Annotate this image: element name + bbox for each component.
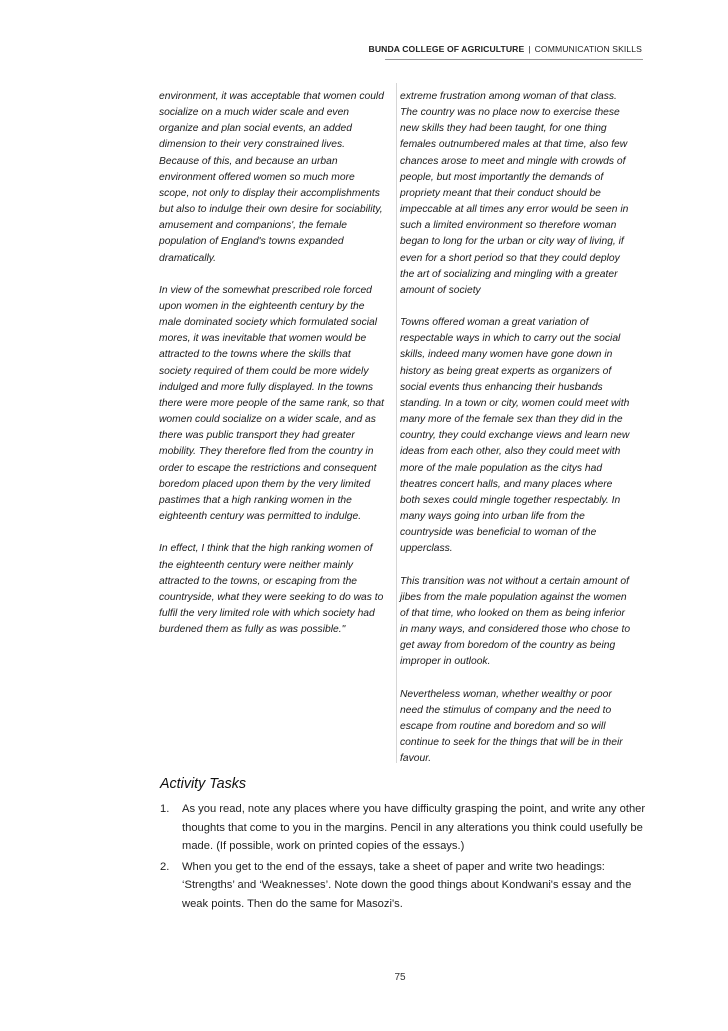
- task-item: [160, 858, 650, 914]
- task-text: When you get to the end of the essays, take a sheet of paper and write two headings: ‘Strengths’ and ‘Weaknesses’. Note down the good things about Kondwani's essay and the weak points. Then do the same for Masozi's.: [182, 860, 632, 910]
- left-paragraph-2: In view of the somewhat prescribed role forced upon women in the eighteenth century by the male dominated society which formulated social mores, it was inevitable that women would be attracted to the towns where the skills that society required of them could be more widely indulged and more fully displayed. In the towns there were more people of the same rank, so that women could socialize on a wider scale, and as there was public transport they had greater mobility. They therefore fled from the country in order to escape the restrictions and consequent boredom placed upon them by the very limited pastimes that a high ranking women in the eighteenth century was permitted to indulge.: [159, 284, 384, 523]
- left-paragraph-3: In effect, I think that the high ranking women of the eighteenth century were neither mainly attracted to the towns, or escaping from the countryside, what they were seeking to do was to fulfil the very limited role with which society had burdened them as fully as was possible.": [159, 543, 384, 636]
- task-number: 1.: [160, 803, 170, 815]
- page-number: 75: [394, 972, 406, 983]
- header-separator: |: [528, 44, 531, 54]
- task-item: [160, 800, 650, 856]
- left-column: [159, 89, 385, 654]
- right-column: [400, 89, 632, 784]
- task-number: 2.: [160, 860, 170, 873]
- right-paragraph-1: extreme frustration among woman of that class. The country was no place now to exercise these new skills they had been taught, for one thing females outnumbered males at that time, also few chances arose to meet and mingle with crowds of people, but most importantly the demands of propriety meant that their conduct should be impeccable at all times any error would be seen in such a limited environment so therefore woman began to long for the urban or city way of living, if even for a short period so that they could deploy the art of socializing and mingling with a greater amount of society: [400, 91, 629, 296]
- activity-section: [160, 776, 650, 916]
- header-rule: [385, 59, 643, 60]
- header-institution: BUNDA COLLEGE OF AGRICULTURE: [368, 44, 525, 54]
- right-paragraph-4: Nevertheless woman, whether wealthy or poor need the stimulus of company and the need to escape from routine and boredom and so will continue to seek for the things that will be in their favour.: [400, 688, 623, 765]
- right-paragraph-3: This transition was not without a certain amount of jibes from the male population against the women of that time, who looked on them as being inferior in many ways, and considered those who chose to get away from boredom of the country as being improper in outlook.: [400, 575, 631, 668]
- page-header: [0, 44, 642, 54]
- header-course: COMMUNICATION SKILLS: [534, 44, 642, 54]
- left-paragraph-1: environment, it was acceptable that women could socialize on a much wider scale and even organize and plan social events, an added dimension to their very constrained lives. Because of this, and because an urban environment offered women so much more scope, not only to display their accomplishments but also to indulge their own desire for sociability, amusement and companions', the female population of England's towns expanded dramatically.: [159, 91, 384, 264]
- task-text: As you read, note any places where you have difficulty grasping the point, and write any other thoughts that come to you in the margins. Pencil in any alterations you think could usefully be made. (If possible, work on printed copies of the essays.): [182, 803, 646, 853]
- task-list: [160, 800, 650, 914]
- column-divider: [396, 83, 397, 763]
- right-paragraph-2: Towns offered woman a great variation of respectable ways in which to carry out the social skills, indeed many women have gone down in history as being great experts as organizers of social events thus enhancing their husbands standing. In a town or city, women could meet with many more of the female sex than they did in the country, they could exchange views and learn new ideas from each other, also they could meet with more of the male population as the citys had theatres concert halls, and many places where both sexes could mingle together respectably. In many ways going into urban life from the countryside was beneficial to woman of the upperclass.: [400, 317, 630, 555]
- activity-heading: Activity Tasks: [160, 776, 247, 792]
